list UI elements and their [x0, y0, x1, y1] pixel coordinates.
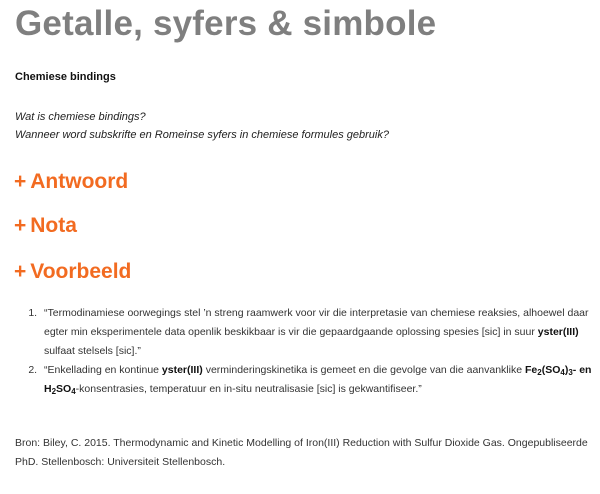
plus-icon: + — [14, 260, 27, 283]
quote-2-text-c: -konsentrasies, temperatuur en in-situ neutralisasie [sic] is gekwantifiseer.” — [75, 383, 422, 395]
toggle-antwoord[interactable] — [14, 169, 128, 195]
plus-icon: + — [14, 214, 27, 237]
source-citation: Bron: Biley, C. 2015. Thermodynamic and Kinetic Modelling of Iron(III) Reduction with Sulfur Dioxide Gas. Ongepubliseerde PhD. Stellenbosch: Universiteit Stellenbosch. — [15, 437, 588, 468]
quote-1-text-a: “Termodinamiese oorwegings stel ’n streng raamwerk voor vir die interpretasie van chemiese reaksies, alhoewel daar egter min eksperimentele data openlik beskikbaar is vir die gepaardgaande oplossing spesies [sic] in suur — [44, 307, 589, 338]
formula-sub: 2 — [537, 368, 542, 377]
toggle-nota-label: Nota — [30, 214, 77, 237]
quote-list — [20, 304, 600, 399]
question-2: Wanneer word subskrifte en Romeinse syfers in chemiese formules gebruik? — [15, 129, 389, 141]
formula-sub: 2 — [51, 387, 57, 396]
formula-so4: (SO — [541, 364, 561, 376]
formula-sub: 4 — [560, 368, 565, 377]
quote-2-text-b: verminderingskinetika is gemeet en die gevolge van die aanvanklike — [202, 364, 525, 376]
quote-2-text-a: “Enkellading en kontinue — [44, 364, 162, 376]
formula-sub: 4 — [71, 387, 76, 396]
toggle-nota[interactable] — [14, 213, 77, 239]
toggle-antwoord-label: Antwoord — [30, 170, 129, 193]
toggle-voorbeeld[interactable] — [14, 259, 131, 285]
formula-so: SO — [56, 383, 72, 395]
quote-1-bold: yster(III) — [537, 326, 579, 338]
formula-h: H — [44, 383, 52, 395]
plus-icon: + — [14, 170, 27, 193]
formula-sub: 3 — [568, 368, 573, 377]
page-title: Getalle, syfers & simbole — [15, 4, 437, 43]
quote-item-1 — [40, 304, 600, 361]
section-subtitle: Chemiese bindings — [15, 71, 116, 83]
formula-close: ) — [564, 364, 569, 376]
formula-fe: Fe — [524, 364, 538, 376]
question-1: Wat is chemiese bindings? — [15, 111, 146, 123]
quote-item-2 — [40, 361, 600, 399]
toggle-voorbeeld-label: Voorbeeld — [30, 260, 132, 283]
quote-1-text-b: sulfaat stelsels [sic].” — [44, 345, 141, 357]
quote-2-bold: yster(III) — [161, 364, 203, 376]
formula-dash-en: - en — [572, 364, 592, 376]
